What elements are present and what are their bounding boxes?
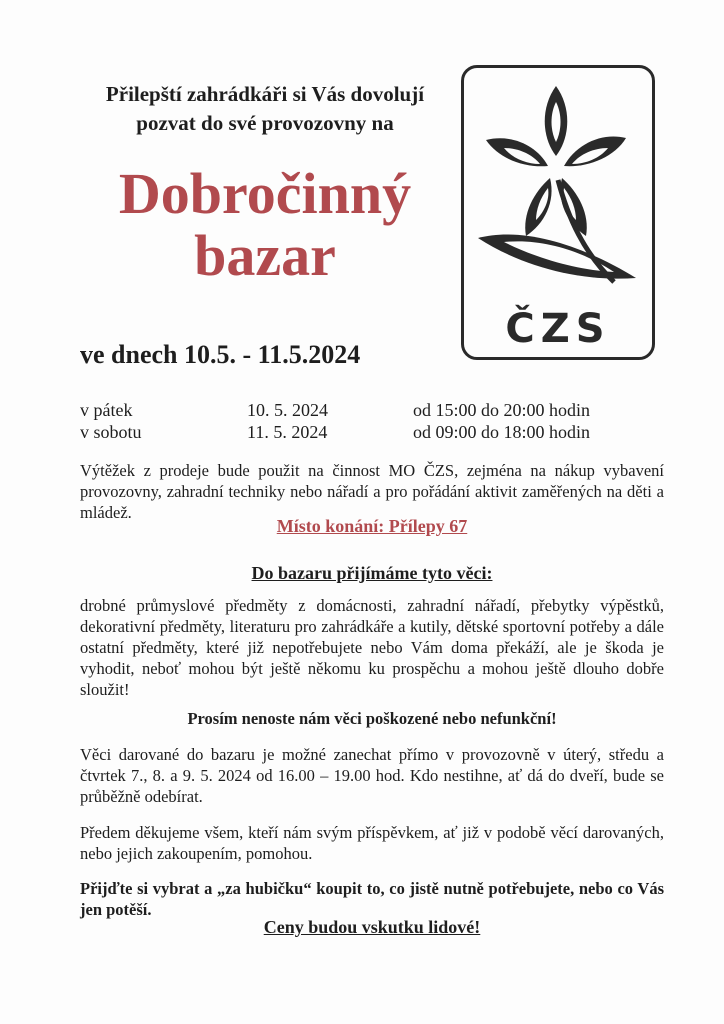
schedule-hours: od 15:00 do 20:00 hodin xyxy=(413,400,591,420)
intro-line-1: Přilepští zahrádkáři si Vás dovolují xyxy=(105,82,425,106)
schedule-date: 11. 5. 2024 xyxy=(247,422,328,442)
donation-text: Věci darované do bazaru je možné zanechat přímo v provozovně v úterý, středu a čtvrtek 7., 8. a 9. 5. 2024 od 16.00 – 19.00 hod. Kdo nestihne, ať dá do dveří, bude se průběžně odebírat. xyxy=(80,745,664,806)
event-title xyxy=(70,163,460,287)
dates-heading: ve dnech 10.5. - 11.5.2024 xyxy=(80,340,361,369)
accept-text: drobné průmyslové předměty z domácnosti, zahradní nářadí, přebytky výpěstků, dekorativní předměty, literaturu pro zahrádkáře a kutily, dětské sportovní potřeby a dále ostatní předměty, které již nepotřebujete nebo Vám doma překáží, ale je škoda je vyhodit, neboť mohou být ještě někomu ku prospěchu a mohou ještě dlouho dobře sloužit! xyxy=(80,596,664,699)
thanks-text: Předem děkujeme všem, kteří nám svým příspěvkem, ať již v podobě věcí darovaných, nebo jejich zakoupením, pomohou. xyxy=(80,823,664,863)
accept-heading: Do bazaru přijímáme tyto věci: xyxy=(251,563,493,583)
warning-text: Prosím nenoste nám věci poškozené nebo nefunkční! xyxy=(187,709,557,728)
event-title-line-2: bazar xyxy=(194,223,336,288)
venue-text: Místo konání: Přílepy 67 xyxy=(276,516,468,536)
intro-line-2: pozvat do své provozovny na xyxy=(136,111,394,135)
intro-text xyxy=(70,80,460,138)
closing-text: Ceny budou vskutku lidové! xyxy=(263,917,481,937)
flower-icon xyxy=(464,68,652,308)
event-title-line-1: Dobročinný xyxy=(118,161,412,226)
invite-text: Přijďte si vybrat a „za hubičku“ koupit to, co jistě nutně potřebujete, nebo co Vás jen potěší. xyxy=(80,879,664,919)
schedule-day: v sobotu xyxy=(80,422,142,442)
schedule-date: 10. 5. 2024 xyxy=(247,400,328,420)
schedule-row xyxy=(80,422,640,446)
schedule-hours: od 09:00 do 18:00 hodin xyxy=(413,422,591,442)
czs-logo xyxy=(461,65,655,360)
proceeds-text: Výtěžek z prodeje bude použit na činnost MO ČZS, zejména na nákup vybavení provozovny, zahradní techniky nebo nářadí a pro pořádání aktivit zaměřených na děti a mládež. xyxy=(80,461,664,522)
schedule-day: v pátek xyxy=(80,400,133,420)
logo-text: ČZS xyxy=(505,306,611,352)
schedule-row xyxy=(80,400,640,424)
